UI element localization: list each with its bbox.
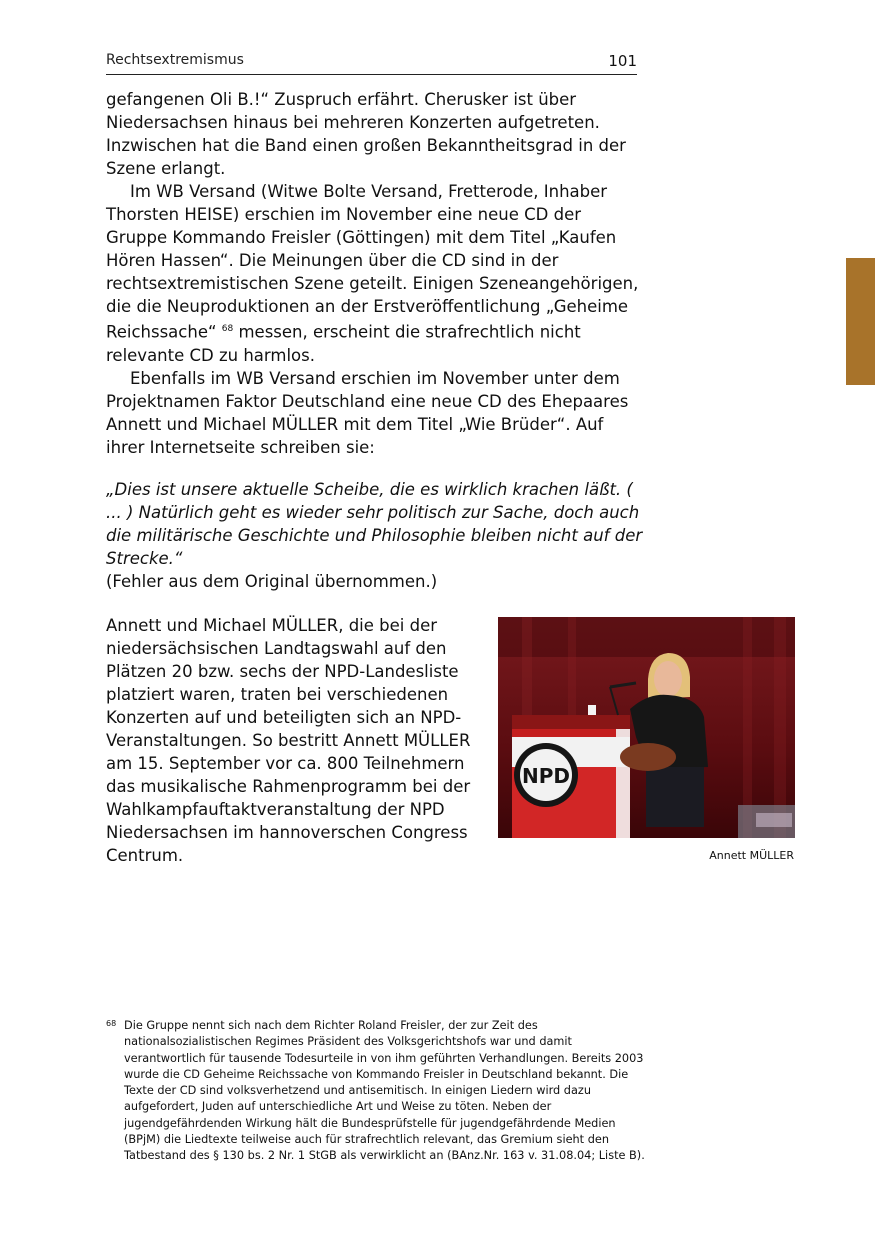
- quote-note: (Fehler aus dem Original übernommen.): [106, 572, 438, 591]
- footnote-text: Die Gruppe nennt sich nach dem Richter Roland Freisler, der zur Zeit des nationalsozialistischen Regimes Präsident des Volksgerichtshofs war und damit verantwortlich für tausende Todesurteile in von ihm geführten Verhandlungen. Bereits 2003 wurde die CD Geheime Reichssache von Kommando Freisler in Deutschland bekannt. Die Texte der CD sind volksverhetzend und antisemitisch. In einigen Liedern wird dazu aufgefordert, Juden auf unterschiedliche Art und Weise zu töten. Neben der jugendgefährdenden Wirkung hält die Bundesprüfstelle für jugendgefährdende Medien (BPjM) die Liedtexte teilweise auch für strafrechtlich relevant, das Gremium sieht den Tatbestand des § 130 bs. 2 Nr. 1 StGB als verwirklicht an (BAnz.Nr. 163 v. 31.08.04; Liste B).: [124, 1019, 645, 1163]
- footnote-reference: 68: [221, 324, 234, 334]
- page-number: 101: [608, 52, 637, 70]
- footnote-mark: 68: [106, 1019, 117, 1028]
- lectern-logo: NPD: [522, 764, 570, 788]
- section-2-text: [106, 614, 491, 867]
- footnote-68: [106, 1018, 646, 1165]
- photo-caption: Annett MÜLLER: [709, 849, 794, 862]
- paragraph-4: Annett und Michael MÜLLER, die bei der niedersächsischen Landtagswahl auf den Plätzen 20 bzw. sechs der NPD-Landesliste platziert waren, traten bei verschiedenen Konzerten auf und beteiligten sich an NPD-Veranstaltungen. So bestritt Annett MÜLLER am 15. September vor ca. 800 Teilnehmern das musikalische Rahmenprogramm bei der Wahlkampfauftaktveranstaltung der NPD Niedersachsen im hannoverschen Congress Centrum.: [106, 616, 471, 865]
- photo-illustration: [498, 617, 795, 838]
- running-title: Rechtsextremismus: [106, 52, 244, 68]
- quote-block: [106, 478, 651, 593]
- photo-annett-mueller: [498, 617, 795, 838]
- paragraph-2-text-a: Im WB Versand (Witwe Bolte Versand, Fretterode, Inhaber Thorsten HEISE) erschien im November eine neue CD der Gruppe Kommando Freisler (Göttingen) mit dem Titel „Kaufen Hören Hassen“. Die Meinungen über die CD sind in der rechtsextremistischen Szene geteilt. Einigen Szeneangehörigen, die die Neuproduktionen an der Erstveröffentlichung „Geheime Reichssache“: [106, 182, 639, 342]
- quote-text: „Dies ist unsere aktuelle Scheibe, die es wirklich krachen läßt. ( ... ) Natürlich geht es wieder sehr politisch zur Sache, doch auch die militärische Geschichte und Philosophie bleiben nicht auf der Strecke.“: [106, 480, 643, 568]
- paragraph-3: Ebenfalls im WB Versand erschien im November unter dem Projektnamen Faktor Deutschland eine neue CD des Ehepaares Annett und Michael MÜLLER mit dem Titel „Wie Brüder“. Auf ihrer Internetseite schreiben sie:: [106, 368, 629, 457]
- chapter-thumb-tab: [846, 258, 875, 385]
- running-header: [106, 52, 637, 75]
- body-text: [106, 88, 646, 459]
- paragraph-1: gefangenen Oli B.!“ Zuspruch erfährt. Cherusker ist über Niedersachsen hinaus bei mehreren Konzerten aufgetreten. Inzwischen hat die Band einen großen Bekanntheitsgrad in der Szene erlangt.: [106, 90, 626, 178]
- paragraph-2-text-b: messen, erscheint die strafrechtlich nicht relevante CD zu harmlos.: [106, 322, 581, 365]
- paragraph-2: [106, 180, 646, 367]
